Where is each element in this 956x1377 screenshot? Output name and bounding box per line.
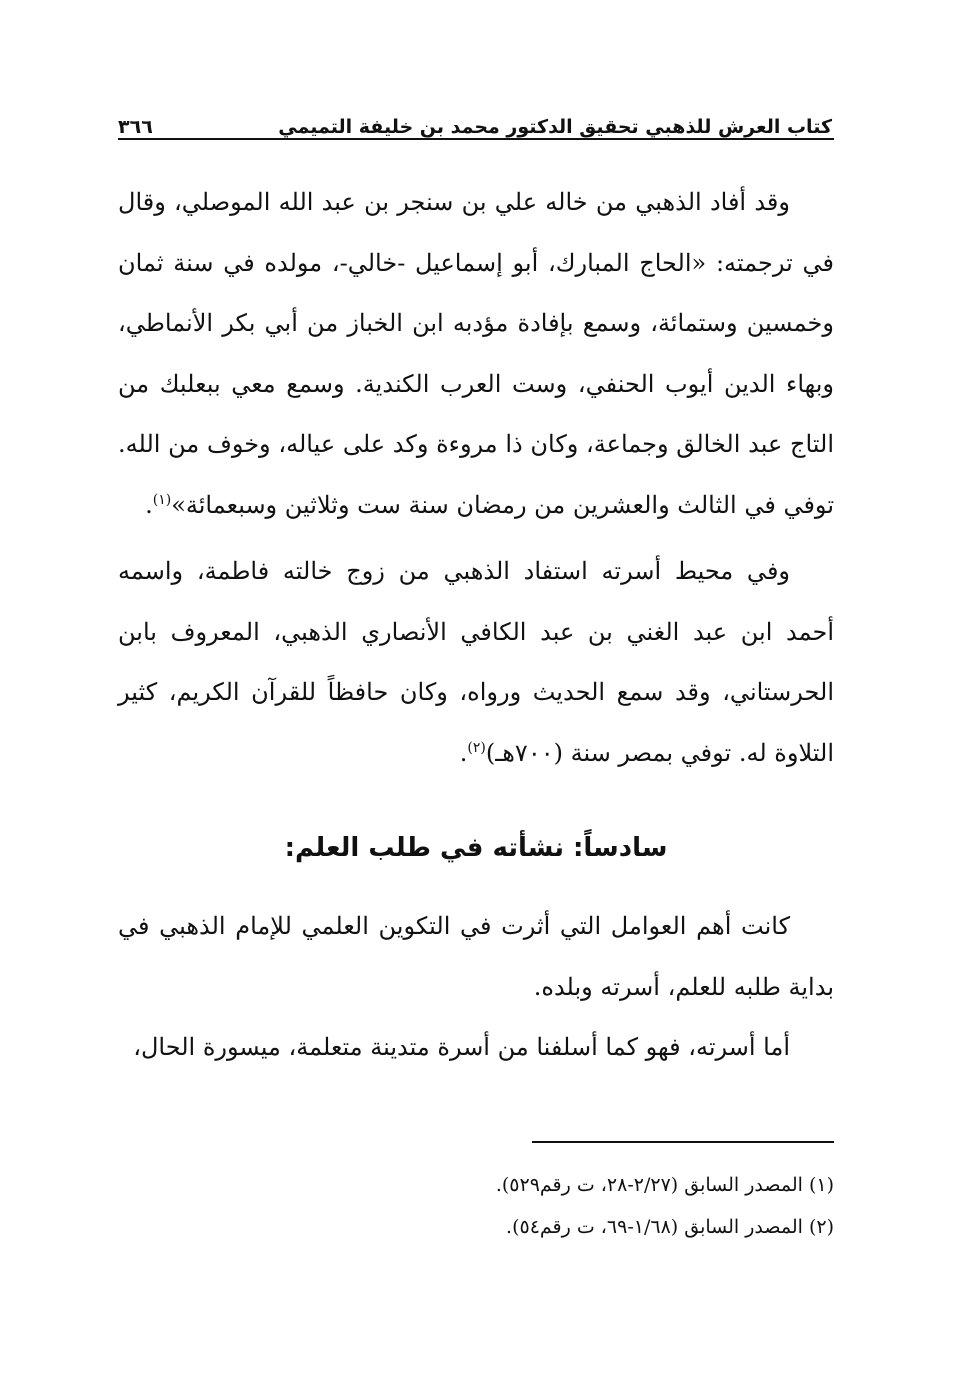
page-number: ٣٦٦ [118, 116, 153, 138]
footnote-ref-2[interactable]: (٢) [467, 739, 486, 756]
paragraph-1 [118, 172, 834, 535]
footnotes [118, 1164, 834, 1248]
footnote-ref-1[interactable]: (١) [152, 491, 172, 508]
paragraph-2-text: وفي محيط أسرته استفاد الذهبي من زوج خالته فاطمة، واسمه أحمد ابن عبد الغني بن عبد الكافي الأنصاري الذهبي، المعروف بابن الحرستاني، وقد سمع الحديث ورواه، وكان حافظاً للقرآن الكريم، كثير التلاوة له. توفي بمصر سنة (٧٠٠هـ) [118, 557, 834, 767]
paragraph-4: أما أسرته، فهو كما أسلفنا من أسرة متدينة متعلمة، ميسورة الحال، [133, 1033, 790, 1061]
body-text-2 [118, 896, 834, 1078]
header-title: كتاب العرش للذهبي تحقيق الدكتور محمد بن خليفة التميمي [278, 116, 832, 138]
paragraph-2 [118, 541, 834, 783]
paragraph-1-text: وقد أفاد الذهبي من خاله علي بن سنجر بن عبد الله الموصلي، وقال في ترجمته: «الحاج المبارك، أبو إسماعيل -خالي-، مولده في سنة ثمان وخمسين وستمائة، وسمع بإفادة مؤدبه ابن الخباز من أبي بكر الأنماطي، وبهاء الدين أيوب الحنفي، وست العرب الكندية. وسمع معي ببعلبك من التاج عبد الخالق وجماعة، وكان ذا مروءة وكد على عياله، وخوف من الله. توفي في الثالث والعشرين من رمضان سنة ست وثلاثين وسبعمائة» [118, 188, 834, 519]
footnote-rule [532, 1141, 834, 1143]
body-text [118, 172, 834, 783]
running-header [118, 98, 832, 138]
header-rule [118, 138, 834, 140]
footnote-1: (١) المصدر السابق (٢/٢٧-٢٨، ت رقم٥٢٩). [495, 1174, 834, 1196]
paragraph-1-end: . [145, 490, 153, 519]
footnote-2: (٢) المصدر السابق (١/٦٨-٦٩، ت رقم٥٤). [506, 1216, 834, 1238]
paragraph-2-end: . [459, 738, 468, 767]
paragraph-3: كانت أهم العوامل التي أثرت في التكوين العلمي للإمام الذهبي في بداية طلبه للعلم، أسرته وبلده. [118, 912, 834, 1001]
section-heading: سادساً: نشأته في طلب العلم: [284, 833, 668, 863]
